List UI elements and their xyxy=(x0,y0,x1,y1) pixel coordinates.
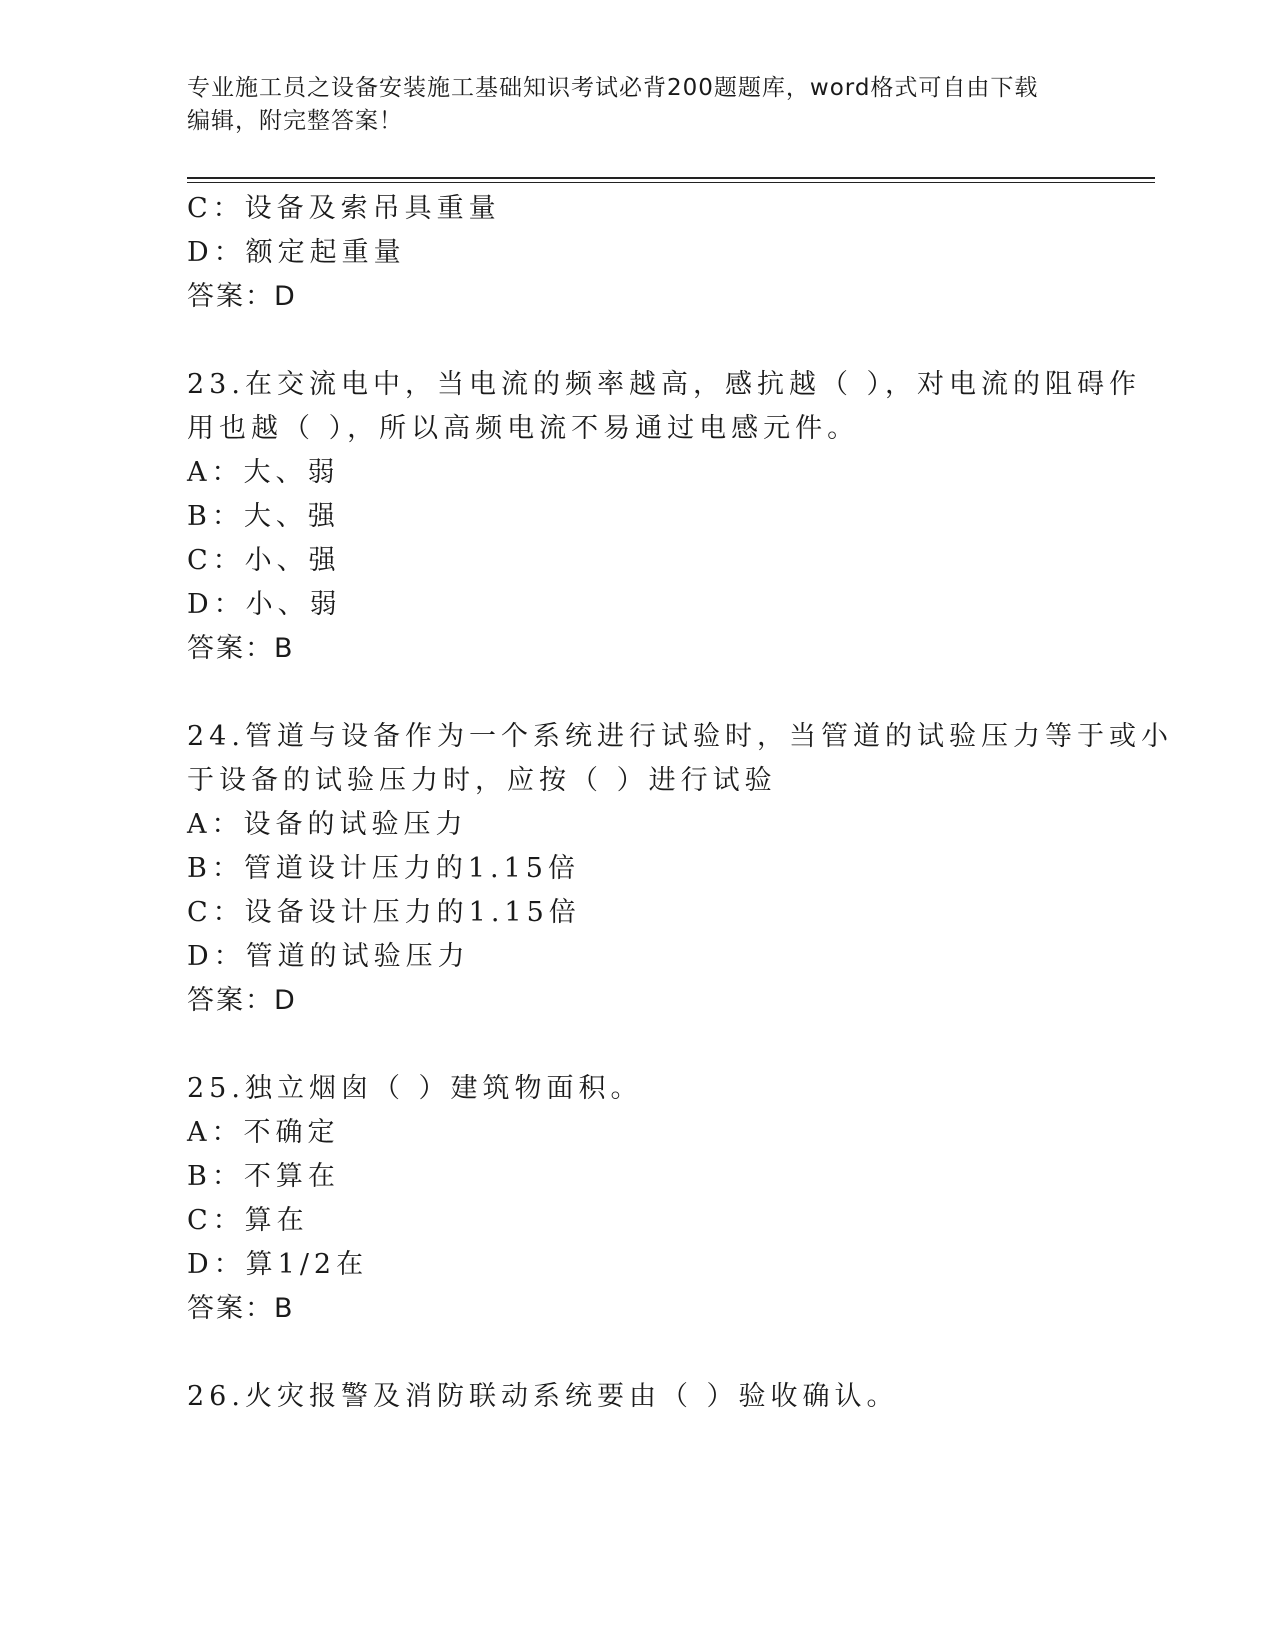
q22-option-d: D：额定起重量 xyxy=(187,237,406,268)
q25-stem-line-1: 25.独立烟囱（ ）建筑物面积。 xyxy=(187,1073,643,1104)
q24-option-a: A：设备的试验压力 xyxy=(187,809,468,840)
q23-stem-line-2: 用也越（ ），所以高频电流不易通过电感元件。 xyxy=(187,413,860,444)
q23-option-d: D：小、弱 xyxy=(187,589,342,620)
q25-option-a: A：不确定 xyxy=(187,1117,340,1148)
q22-answer: 答案：D xyxy=(187,281,297,312)
header-line-1: 专业施工员之设备安装施工基础知识考试必背200题题库，word格式可自由下载 xyxy=(187,75,1039,101)
q22-option-c: C：设备及索吊具重量 xyxy=(187,193,501,224)
header-rule-thick xyxy=(187,177,1155,179)
q26-stem-line-1: 26.火灾报警及消防联动系统要由（ ）验收确认。 xyxy=(187,1381,899,1412)
q25-option-b: B：不算在 xyxy=(187,1161,340,1192)
q23-answer: 答案：B xyxy=(187,633,295,664)
q24-option-b: B：管道设计压力的1.15倍 xyxy=(187,853,580,884)
q24-stem-line-2: 于设备的试验压力时，应按（ ）进行试验 xyxy=(187,765,777,796)
q23-stem-line-1: 23.在交流电中，当电流的频率越高，感抗越（ ），对电流的阻碍作 xyxy=(187,369,1142,400)
q23-option-a: A：大、弱 xyxy=(187,457,340,488)
q25-option-c: C：算在 xyxy=(187,1205,309,1236)
q24-option-d: D：管道的试验压力 xyxy=(187,941,470,972)
q24-stem-line-1: 24.管道与设备作为一个系统进行试验时，当管道的试验压力等于或小 xyxy=(187,721,1173,752)
q25-option-d: D：算1/2在 xyxy=(187,1249,369,1280)
q24-answer: 答案：D xyxy=(187,985,297,1016)
q25-answer: 答案：B xyxy=(187,1293,295,1324)
q23-option-c: C：小、强 xyxy=(187,545,341,576)
q23-option-b: B：大、强 xyxy=(187,501,340,532)
header-rule-thin xyxy=(187,182,1155,183)
q24-option-c: C：设备设计压力的1.15倍 xyxy=(187,897,581,928)
header-line-2: 编辑，附完整答案！ xyxy=(187,108,403,134)
document-header xyxy=(187,72,1087,138)
